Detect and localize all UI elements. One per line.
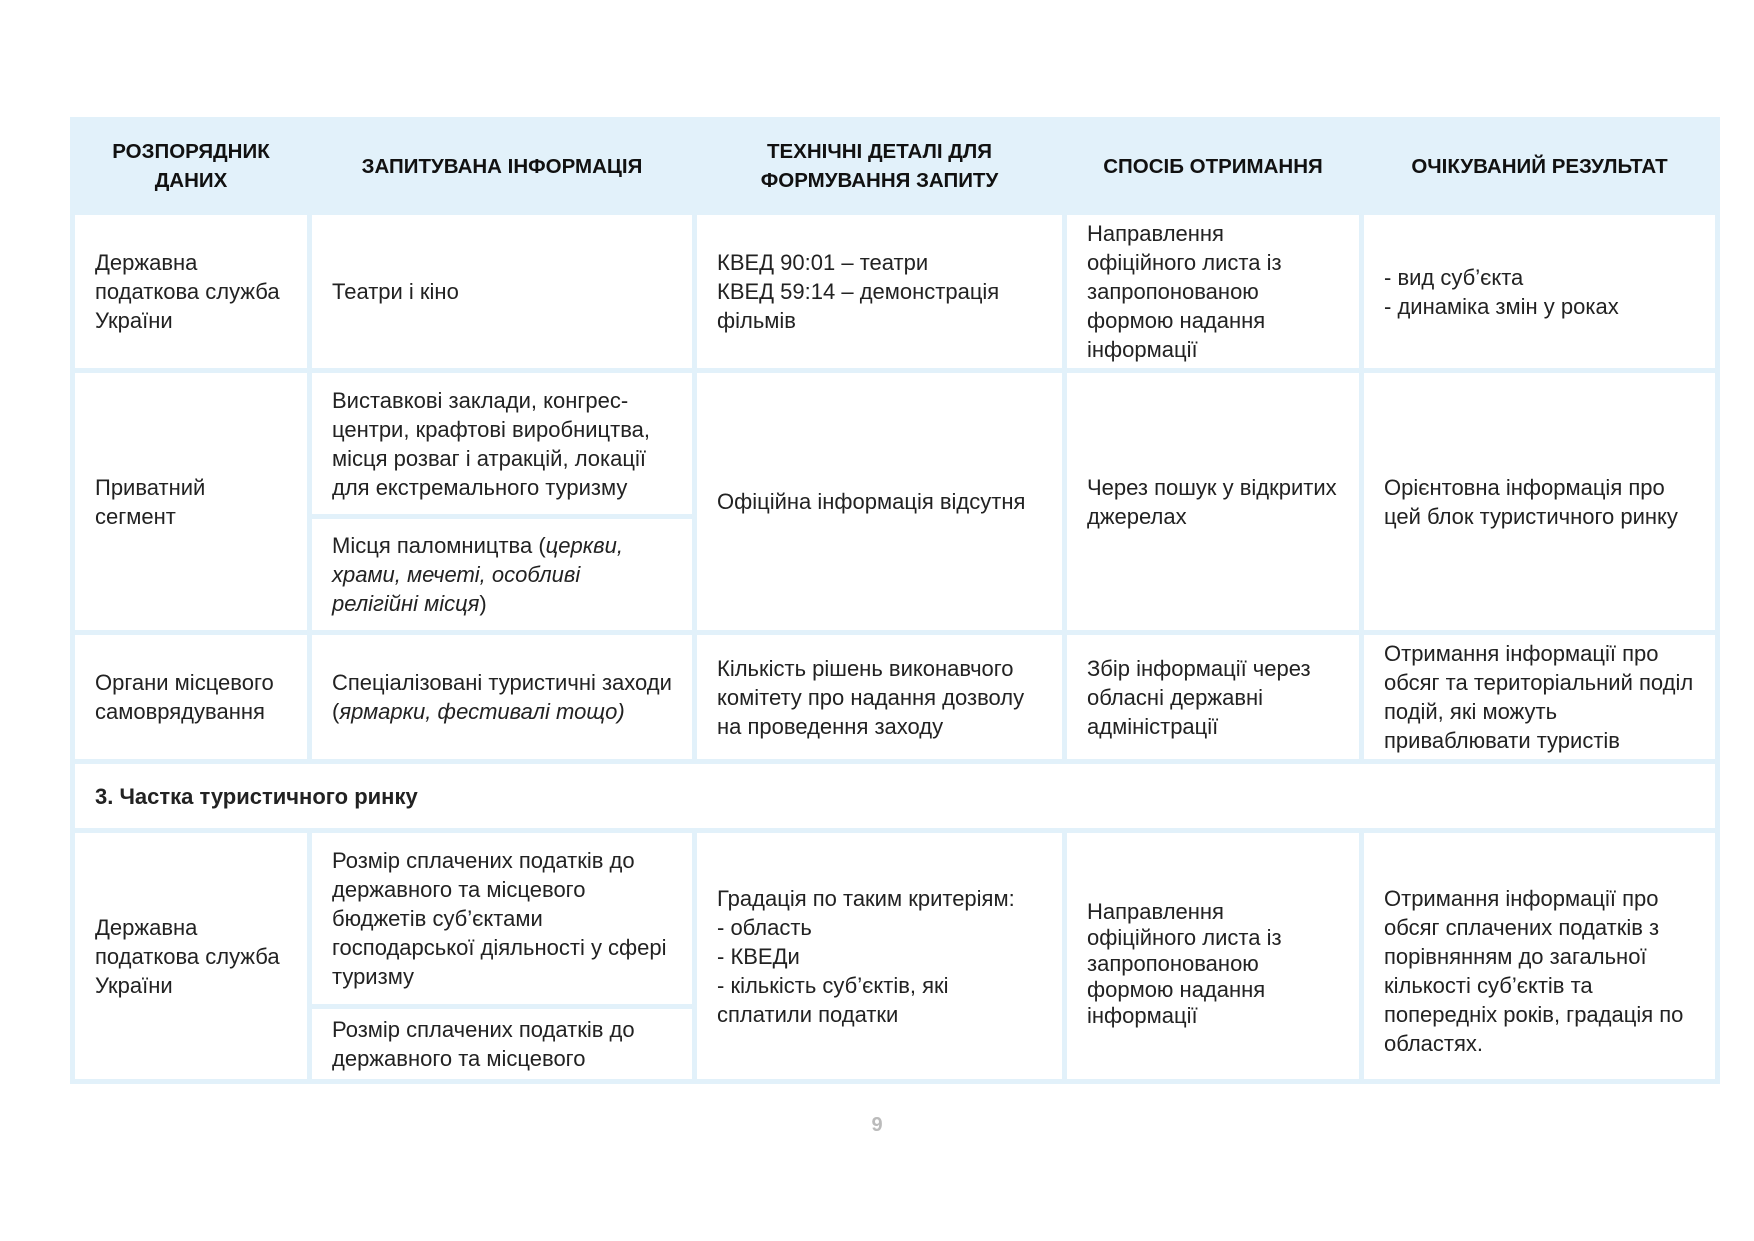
pilgrimage-close: ): [479, 591, 487, 616]
header-expected-result: ОЧІКУВАНИЙ РЕЗУЛЬТАТ: [1362, 120, 1718, 213]
cell-expected-result: Отримання інформації про обсяг сплачених податків з порівнянням до загальної кількості суб’єктів та попередніх років, градація по областях.: [1362, 831, 1718, 1082]
header-method: СПОСІБ ОТРИМАННЯ: [1065, 120, 1362, 213]
events-examples: ярмарки, фестивалі тощо): [339, 699, 625, 724]
section-title: 3. Частка туристичного ринку: [73, 762, 1718, 831]
header-data-owner: РОЗПОРЯДНИК ДАНИХ: [73, 120, 310, 213]
cell-requested-info: Розмір сплачених податків до державного та місцевого бюджетів суб’єктами господарської діяльності у сфері туризму: [310, 831, 695, 1007]
cell-method: Направлення офіційного листа із запропонованою формою надання інформації: [1065, 213, 1362, 371]
header-requested-info: ЗАПИТУВАНА ІНФОРМАЦІЯ: [310, 120, 695, 213]
cell-requested-info: Виставкові заклади, конгрес-центри, крафтові виробництва, місця розваг і атракцій, локації для екстремального туризму: [310, 371, 695, 517]
cell-expected-result: - вид суб’єкта - динаміка змін у роках: [1362, 213, 1718, 371]
cell-owner: Державна податкова служба України: [73, 213, 310, 371]
cell-owner: Приватний сегмент: [73, 371, 310, 633]
cell-method: Через пошук у відкритих джерелах: [1065, 371, 1362, 633]
cell-requested-info: [310, 517, 695, 633]
table-row: [73, 633, 1718, 762]
pilgrimage-text: Місця паломництва (: [332, 533, 546, 558]
table-row: [73, 831, 1718, 1007]
section-row: [73, 762, 1718, 831]
cell-method: Направлення офіційного листа із запропонованою формою надання інформації: [1065, 831, 1362, 1082]
page-number: 9: [871, 1114, 883, 1136]
events-text: Спеціалізовані туристичні заходи (: [332, 670, 672, 724]
cell-expected-result: Орієнтовна інформація про цей блок туристичного ринку: [1362, 371, 1718, 633]
cell-technical-details: Офіційна інформація відсутня: [695, 371, 1065, 633]
cell-requested-info: Розмір сплачених податків до державного та місцевого: [310, 1007, 695, 1082]
cell-technical-details: Градація по таким критеріям: - область - КВЕДи - кількість суб’єктів, які сплатили податки: [695, 831, 1065, 1082]
data-sources-table: [70, 117, 1720, 1084]
cell-method: Збір інформації через обласні державні адміністрації: [1065, 633, 1362, 762]
cell-technical-details: КВЕД 90:01 – театри КВЕД 59:14 – демонстрація фільмів: [695, 213, 1065, 371]
table-row: [73, 371, 1718, 517]
cell-technical-details: Кількість рішень виконавчого комітету про надання дозволу на проведення заходу: [695, 633, 1065, 762]
table-header-row: [73, 120, 1718, 213]
table-row: [73, 213, 1718, 371]
cell-expected-result: Отримання інформації про обсяг та територіальний поділ подій, які можуть приваблювати туристів: [1362, 633, 1718, 762]
cell-requested-info: [310, 633, 695, 762]
cell-requested-info: Театри і кіно: [310, 213, 695, 371]
pilgrimage-examples: церкви, храми, мечеті, особливі релігійні місця: [332, 533, 623, 616]
cell-owner: Державна податкова служба України: [73, 831, 310, 1082]
header-technical-details: ТЕХНІЧНІ ДЕТАЛІ ДЛЯ ФОРМУВАННЯ ЗАПИТУ: [695, 120, 1065, 213]
cell-owner: Органи місцевого самоврядування: [73, 633, 310, 762]
